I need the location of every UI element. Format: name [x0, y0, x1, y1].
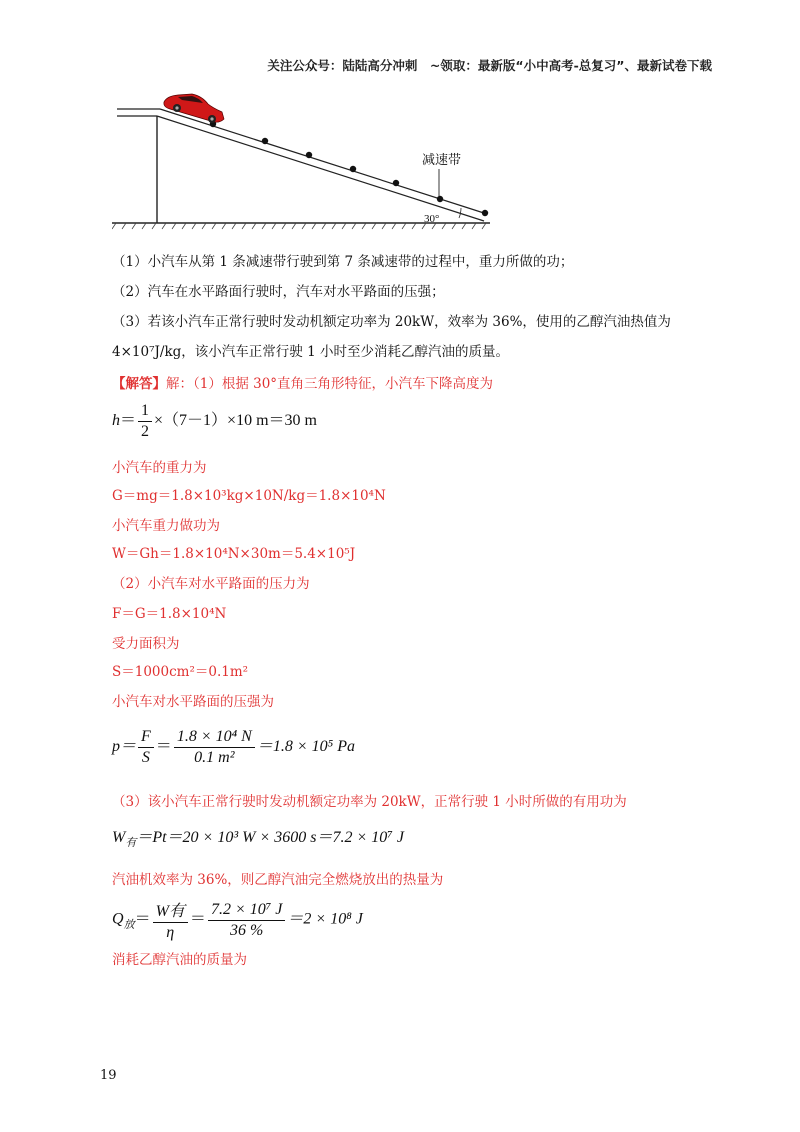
eq-q-vden: 36 % — [230, 921, 264, 939]
answer-intro — [112, 372, 493, 392]
slope-figure — [112, 92, 492, 232]
force-equation: F＝G＝1.8×10⁴N — [112, 606, 227, 622]
question-3-cont: 4×10⁷J/kg，该小汽车正常行驶 1 小时至少消耗乙醇汽油的质量。 — [112, 344, 509, 360]
eq-w-sub: 有 — [125, 837, 137, 850]
speed-bump-label: 减速带 — [422, 153, 462, 168]
angle-label: 30° — [424, 213, 440, 225]
eq-q-fnum: W有 — [153, 898, 188, 923]
gravity-title: 小汽车的重力为 — [112, 460, 207, 476]
eq-q-fden: η — [166, 924, 175, 941]
eq-w-rhs: ＝Pt＝20 × 10³ W × 3600 s＝7.2 × 10⁷ J — [136, 829, 404, 846]
efficiency-title: 汽油机效率为 36%，则乙醇汽油完全燃烧放出的热量为 — [112, 872, 444, 888]
pressure-title: 小汽车对水平路面的压强为 — [112, 694, 274, 710]
eq-p-vnum: 1.8 × 10⁴ N — [174, 728, 255, 748]
equation-pressure: p＝ $\frac{F}{S}$ ＝ $\frac{\text{1.8 × 10⁴ N}}{\text{0.1 m²}}$ ＝1.8 × 10⁵ Pa — [112, 728, 355, 766]
area-title: 受力面积为 — [112, 636, 180, 652]
question-1: （1）小汽车从第 1 条减速带行驶到第 7 条减速带的过程中，重力所做的功； — [112, 254, 574, 270]
car-icon — [164, 94, 224, 123]
mass-title: 消耗乙醇汽油的质量为 — [112, 952, 247, 968]
eq-p-fden: S — [141, 749, 150, 766]
work-title: 小汽车重力做功为 — [112, 518, 220, 534]
eq-h-rest: ×（7－1）×10 m＝30 m — [154, 412, 317, 430]
area-equation: S＝1000cm²＝0.1m² — [112, 664, 249, 680]
eq-p-rhs: ＝1.8 × 10⁵ Pa — [256, 738, 355, 756]
question-2: （2）汽车在水平路面行驶时，汽车对水平路面的压强； — [112, 284, 445, 300]
gravity-equation: G＝mg＝1.8×10³kg×10N/kg＝1.8×10⁴N — [112, 488, 386, 504]
page-header: 关注公众号：陆陆高分冲刺 ~领取：最新版“小中高考-总复习”、最新试卷下载 — [267, 58, 712, 73]
page-number: 19 — [100, 1068, 117, 1083]
answer-tag: 【解答】 — [112, 376, 166, 392]
question-3: （3）若该小汽车正常行驶时发动机额定功率为 20kW，效率为 36%，使用的乙醇汽油热值为 — [112, 314, 671, 330]
eq-h-lhs: h — [112, 412, 120, 430]
eq-q-vnum: 7.2 × 10⁷ J — [208, 901, 285, 921]
eq-q-rhs: ＝2 × 10⁸ J — [287, 910, 363, 928]
eq-q-sub: 放 — [123, 918, 135, 931]
eq-q-lhs: Q — [112, 910, 124, 928]
answer-intro-text: 解：（1）根据 30°直角三角形特征，小汽车下降高度为 — [166, 376, 494, 392]
equation-work — [112, 824, 404, 850]
eq-w-lhs: W — [112, 829, 126, 846]
eq-p-lhs: p＝ — [112, 738, 137, 756]
eq-h-den: 2 — [141, 423, 150, 440]
eq-p-vden: 0.1 m² — [194, 749, 235, 766]
equation-heat: $Q_放=$ $\frac{\text{W有}}{\eta}$ ＝ $\frac{\text{7.2 × 10⁷ J}}{36 \%}$ ＝2 × 10⁸ J — [112, 898, 363, 942]
part3-title: （3）该小汽车正常行驶时发动机额定功率为 20kW，正常行驶 1 小时所做的有用功为 — [112, 794, 627, 810]
work-equation: W＝Gh＝1.8×10⁴N×30m＝5.4×10⁵J — [112, 546, 356, 562]
eq-h-num: 1 — [138, 402, 152, 422]
equation-height: h＝ $\frac{1}{2}$ ×（7－1）×10 m＝30 m — [112, 402, 317, 440]
eq-p-fnum: F — [138, 728, 154, 748]
part2-title: （2）小汽车对水平路面的压力为 — [112, 576, 310, 592]
